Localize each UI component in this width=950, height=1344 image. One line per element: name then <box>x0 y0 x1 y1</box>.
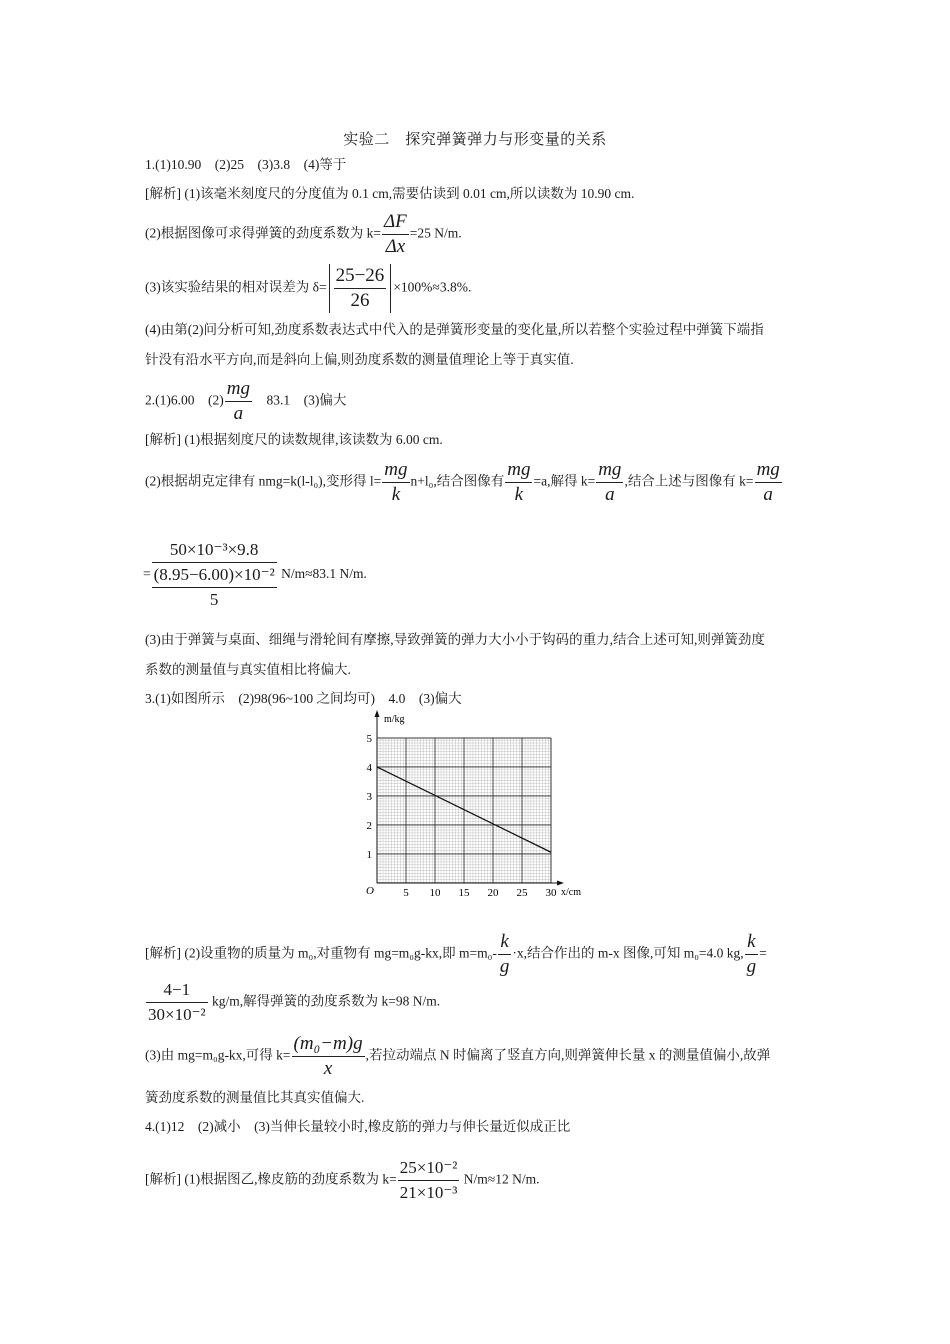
x-tick-label: 20 <box>487 887 499 899</box>
q3-explanation-1: [解析] (2)设重物的质量为 m₀,对重物有 mg=m₀g-kx,即 m=m₀- $\frac{k}{g}$ ·x,结合作出的 m-x 图像,可知 m₀=4.0 kg, $\frac{k}{g}$ = <box>145 931 767 977</box>
absolute-value: $\frac{25-26}{26}$ <box>329 264 392 313</box>
x-tick-label: 25 <box>516 887 528 899</box>
y-tick-label: 5 <box>366 733 372 745</box>
q1-explanation-4a: (4)由第(2)问分析可知,劲度系数表达式中代入的是弹簧形变量的变化量,所以若整个实验过程中弹簧下端指 <box>145 322 764 337</box>
y-tick-label: 2 <box>366 820 372 832</box>
q2-explanation-1: [解析] (1)根据刻度尺的读数规律,该读数为 6.00 cm. <box>145 432 443 447</box>
q1-explanation-2: (2)根据图像可求得弹簧的劲度系数为 k= $\frac{\Delta F}{\Delta x}$ =25 N/m. <box>145 211 462 257</box>
q3-explanation-4: 簧劲度系数的测量值比其真实值偏大. <box>145 1090 365 1105</box>
q3-answer: 3.(1)如图所示 (2)98(96~100 之间均可) 4.0 (3)偏大 <box>145 691 462 706</box>
q4-answer: 4.(1)12 (2)减小 (3)当伸长量较小时,橡皮筋的弹力与伸长量近似成正比 <box>145 1119 571 1134</box>
q2-explanation-3a: (3)由于弹簧与桌面、细绳与滑轮间有摩擦,导致弹簧的弹力大小小于钩码的重力,结合上述可知,则弹簧劲度 <box>145 632 765 647</box>
q1-explanation-3: (3)该实验结果的相对误差为 δ= $\frac{25-26}{26}$ ×100%≈3.8%. <box>145 265 472 311</box>
q2-answer: 2.(1)6.00 (2) $\frac{mg}{a}$ 83.1 (3)偏大 <box>145 378 347 424</box>
chart-origin-label: O <box>366 885 374 897</box>
q2-calculation: = $\frac{\text{50×10⁻³×9.8}}{\frac{\text{(8.95−6.00)×10⁻²}}{5}}$ N/m≈83.1 N/m. <box>143 540 367 609</box>
chart-y-label: m/kg <box>384 714 405 725</box>
q1-explanation-4b: 针没有沿水平方向,而是斜向上偏,则劲度系数的测量值理论上等于真实值. <box>145 352 574 367</box>
m-x-chart <box>360 708 600 900</box>
x-tick-label: 15 <box>458 887 470 899</box>
x-tick-label: 30 <box>545 887 557 899</box>
q2-explanation-2: (2)根据胡克定律有 nmg=k(l-l₀),变形得 l= $\frac{mg}{k}$ n+l₀,结合图像有 $\frac{mg}{k}$ =a,解得 k= $\frac{mg}{a}$ ,结合上述与图像有 k= $\frac{mg}{a}$ <box>145 459 780 505</box>
chart-x-ticks <box>403 887 557 899</box>
q1-explanation-1: [解析] (1)该毫米刻度尺的分度值为 0.1 cm,需要估读到 0.01 cm,所以读数为 10.90 cm. <box>145 186 635 201</box>
q3-explanation-3: (3)由 mg=m₀g-kx,可得 k= $\frac{\text{(m₀−m)g}}{x}$ ,若拉动端点 N 时偏离了竖直方向,则弹簧伸长量 x 的测量值偏小,故弹 <box>145 1033 771 1079</box>
q1-answer: 1.(1)10.90 (2)25 (3)3.8 (4)等于 <box>145 157 347 172</box>
q3-explanation-2: $\frac{4-1}{\text{30×10⁻²}}$ kg/m,解得弹簧的劲度系数为 k=98 N/m. <box>148 980 441 1024</box>
chart-y-ticks <box>367 733 373 861</box>
page-title: 实验二 探究弹簧弹力与形变量的关系 <box>343 132 607 148</box>
q2-explanation-3b: 系数的测量值与真实值相比将偏大. <box>145 662 351 677</box>
x-axis-arrow <box>557 881 564 886</box>
x-tick-label: 10 <box>429 887 441 899</box>
chart-x-label: x/cm <box>561 887 581 898</box>
x-tick-label: 5 <box>403 887 409 899</box>
fraction-deltaF-deltax: $\frac{\Delta F}{\Delta x}$ <box>383 211 407 257</box>
y-tick-label: 3 <box>366 791 372 803</box>
q4-explanation-1: [解析] (1)根据图乙,橡皮筋的劲度系数为 k= $\frac{\text{25×10⁻²}}{\text{21×10⁻³}}$ N/m≈12 N/m. <box>145 1158 540 1202</box>
y-tick-label: 4 <box>366 762 372 774</box>
y-axis-arrow <box>375 710 380 717</box>
y-tick-label: 1 <box>366 849 372 861</box>
